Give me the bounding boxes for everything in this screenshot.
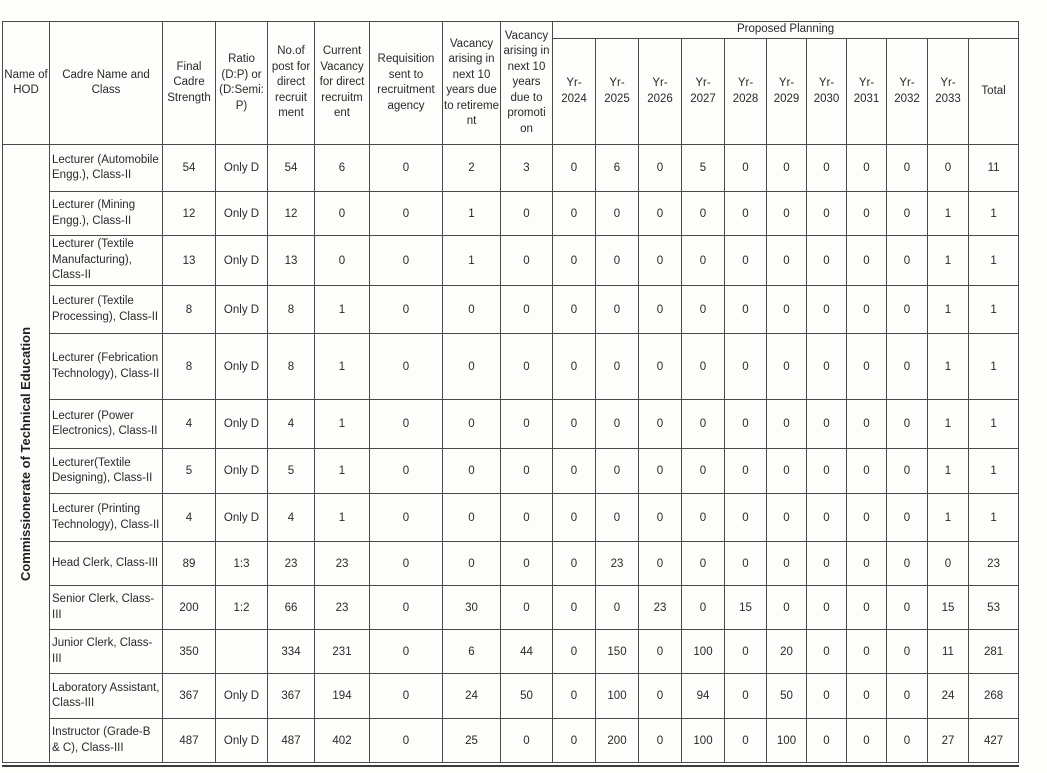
year-value-cell: 0 [887, 400, 928, 449]
promotion-vacancy-cell: 50 [501, 674, 553, 719]
requisition-cell: 0 [370, 145, 443, 192]
year-value-cell: 0 [553, 630, 596, 674]
total-cell: 11 [969, 145, 1019, 192]
year-value-cell: 23 [596, 542, 639, 586]
year-value-cell: 50 [767, 674, 807, 719]
table-row [3, 719, 1019, 763]
year-value-cell: 0 [767, 400, 807, 449]
total-cell: 1 [969, 286, 1019, 334]
year-value-cell: 1 [928, 286, 969, 334]
header-proposed-planning: Proposed Planning [553, 22, 1019, 39]
retirement-vacancy-cell: 2 [443, 145, 501, 192]
year-value-cell: 0 [847, 192, 887, 236]
year-value-cell: 0 [767, 586, 807, 630]
retirement-vacancy-cell: 0 [443, 286, 501, 334]
current-vacancy-cell: 0 [315, 236, 370, 286]
posts-cell: 12 [268, 192, 315, 236]
year-value-cell: 0 [847, 334, 887, 400]
final-cadre-cell: 200 [163, 586, 216, 630]
year-value-cell: 0 [682, 449, 725, 494]
requisition-cell: 0 [370, 449, 443, 494]
year-value-cell: 0 [596, 494, 639, 542]
final-cadre-cell: 4 [163, 494, 216, 542]
year-value-cell: 0 [847, 286, 887, 334]
year-value-cell: 0 [639, 334, 682, 400]
ratio-cell: Only D [216, 334, 268, 400]
current-vacancy-cell: 23 [315, 542, 370, 586]
header-ratio: Ratio (D:P) or (D:Semi: P) [216, 22, 268, 145]
cadre-cell: Junior Clerk, Class-III [50, 630, 163, 674]
year-value-cell: 0 [725, 630, 767, 674]
recruitment-planning-table [2, 21, 1019, 763]
year-value-cell: 100 [767, 719, 807, 763]
year-value-cell: 0 [682, 494, 725, 542]
table-row [3, 630, 1019, 674]
posts-cell: 4 [268, 400, 315, 449]
current-vacancy-cell: 0 [315, 192, 370, 236]
header-vacancy-promotion: Vacancy arising in next 10 years due to promoti on [501, 22, 553, 145]
year-value-cell: 0 [596, 449, 639, 494]
year-value-cell: 6 [596, 145, 639, 192]
year-value-cell: 0 [553, 542, 596, 586]
year-value-cell: 0 [807, 192, 847, 236]
year-value-cell: 0 [553, 586, 596, 630]
year-value-cell: 0 [682, 286, 725, 334]
total-cell: 1 [969, 334, 1019, 400]
current-vacancy-cell: 1 [315, 286, 370, 334]
year-value-cell: 0 [767, 449, 807, 494]
header-year: Yr- 2029 [767, 39, 807, 145]
year-value-cell: 0 [639, 192, 682, 236]
total-cell: 1 [969, 192, 1019, 236]
year-value-cell: 0 [847, 400, 887, 449]
year-value-cell: 0 [553, 145, 596, 192]
year-value-cell: 0 [807, 674, 847, 719]
year-value-cell: 0 [887, 236, 928, 286]
header-year: Yr- 2033 [928, 39, 969, 145]
final-cadre-cell: 487 [163, 719, 216, 763]
header-year: Yr- 2031 [847, 39, 887, 145]
year-value-cell: 0 [767, 542, 807, 586]
promotion-vacancy-cell: 0 [501, 542, 553, 586]
year-value-cell: 0 [887, 334, 928, 400]
year-value-cell: 5 [682, 145, 725, 192]
year-value-cell: 0 [928, 145, 969, 192]
ratio-cell: Only D [216, 145, 268, 192]
year-value-cell: 0 [887, 192, 928, 236]
year-value-cell: 0 [847, 719, 887, 763]
retirement-vacancy-cell: 0 [443, 334, 501, 400]
requisition-cell: 0 [370, 542, 443, 586]
bottom-rule [2, 765, 1019, 767]
promotion-vacancy-cell: 0 [501, 449, 553, 494]
year-value-cell: 0 [725, 449, 767, 494]
total-cell: 1 [969, 449, 1019, 494]
cadre-cell: Lecturer (Febrication Technology), Class-II [50, 334, 163, 400]
table-row [3, 334, 1019, 400]
year-value-cell: 0 [847, 236, 887, 286]
year-value-cell: 0 [553, 674, 596, 719]
year-value-cell: 0 [887, 542, 928, 586]
current-vacancy-cell: 1 [315, 449, 370, 494]
requisition-cell: 0 [370, 236, 443, 286]
year-value-cell: 0 [767, 334, 807, 400]
total-cell: 427 [969, 719, 1019, 763]
year-value-cell: 0 [639, 542, 682, 586]
cadre-cell: Lecturer(Textile Designing), Class-II [50, 449, 163, 494]
table-row [3, 586, 1019, 630]
year-value-cell: 0 [887, 494, 928, 542]
final-cadre-cell: 4 [163, 400, 216, 449]
table-row [3, 145, 1019, 192]
header-name-of-hod: Name of HOD [3, 22, 50, 145]
requisition-cell: 0 [370, 719, 443, 763]
retirement-vacancy-cell: 0 [443, 494, 501, 542]
year-value-cell: 0 [553, 719, 596, 763]
ratio-cell: Only D [216, 494, 268, 542]
total-cell: 268 [969, 674, 1019, 719]
year-value-cell: 0 [639, 400, 682, 449]
year-value-cell: 0 [553, 192, 596, 236]
ratio-cell: Only D [216, 674, 268, 719]
year-value-cell: 0 [725, 192, 767, 236]
year-value-cell: 0 [682, 542, 725, 586]
year-value-cell: 1 [928, 334, 969, 400]
header-current-vacancy: Current Vacancy for direct recruitm ent [315, 22, 370, 145]
header-final-cadre: Final Cadre Strength [163, 22, 216, 145]
total-cell: 23 [969, 542, 1019, 586]
year-value-cell: 200 [596, 719, 639, 763]
year-value-cell: 0 [639, 145, 682, 192]
ratio-cell: 1:3 [216, 542, 268, 586]
total-cell: 1 [969, 236, 1019, 286]
year-value-cell: 100 [682, 630, 725, 674]
promotion-vacancy-cell: 0 [501, 400, 553, 449]
ratio-cell: Only D [216, 400, 268, 449]
year-value-cell: 100 [682, 719, 725, 763]
cadre-cell: Instructor (Grade-B & C), Class-III [50, 719, 163, 763]
year-value-cell: 0 [639, 286, 682, 334]
requisition-cell: 0 [370, 334, 443, 400]
header-year: Yr- 2030 [807, 39, 847, 145]
table-row [3, 674, 1019, 719]
year-value-cell: 11 [928, 630, 969, 674]
year-value-cell: 0 [807, 494, 847, 542]
year-value-cell: 1 [928, 449, 969, 494]
requisition-cell: 0 [370, 630, 443, 674]
current-vacancy-cell: 23 [315, 586, 370, 630]
final-cadre-cell: 350 [163, 630, 216, 674]
cadre-cell: Head Clerk, Class-III [50, 542, 163, 586]
retirement-vacancy-cell: 1 [443, 192, 501, 236]
final-cadre-cell: 12 [163, 192, 216, 236]
year-value-cell: 0 [847, 542, 887, 586]
current-vacancy-cell: 1 [315, 400, 370, 449]
year-value-cell: 0 [682, 192, 725, 236]
posts-cell: 23 [268, 542, 315, 586]
year-value-cell: 0 [639, 719, 682, 763]
table-row [3, 494, 1019, 542]
total-cell: 1 [969, 400, 1019, 449]
year-value-cell: 94 [682, 674, 725, 719]
retirement-vacancy-cell: 0 [443, 400, 501, 449]
year-value-cell: 0 [596, 334, 639, 400]
retirement-vacancy-cell: 0 [443, 449, 501, 494]
header-total: Total [969, 39, 1019, 145]
table-body [3, 145, 1019, 763]
year-value-cell: 24 [928, 674, 969, 719]
requisition-cell: 0 [370, 400, 443, 449]
ratio-cell: 1:2 [216, 586, 268, 630]
promotion-vacancy-cell: 0 [501, 586, 553, 630]
year-value-cell: 0 [887, 586, 928, 630]
cadre-cell: Lecturer (Textile Processing), Class-II [50, 286, 163, 334]
year-value-cell: 0 [725, 334, 767, 400]
year-value-cell: 0 [553, 236, 596, 286]
cadre-cell: Lecturer (Printing Technology), Class-II [50, 494, 163, 542]
posts-cell: 54 [268, 145, 315, 192]
year-value-cell: 0 [639, 494, 682, 542]
year-value-cell: 0 [807, 286, 847, 334]
cadre-cell: Lecturer (Textile Manufacturing), Class-II [50, 236, 163, 286]
year-value-cell: 0 [807, 449, 847, 494]
year-value-cell: 0 [807, 586, 847, 630]
cadre-cell: Laboratory Assistant, Class-III [50, 674, 163, 719]
table-row [3, 449, 1019, 494]
year-value-cell: 0 [887, 719, 928, 763]
year-value-cell: 0 [639, 630, 682, 674]
year-value-cell: 0 [596, 286, 639, 334]
requisition-cell: 0 [370, 586, 443, 630]
year-value-cell: 0 [847, 145, 887, 192]
year-value-cell: 0 [639, 449, 682, 494]
posts-cell: 8 [268, 334, 315, 400]
year-value-cell: 1 [928, 400, 969, 449]
header-year: Yr- 2024 [553, 39, 596, 145]
table-row [3, 286, 1019, 334]
table-row [3, 542, 1019, 586]
header-cadre: Cadre Name and Class [50, 22, 163, 145]
year-value-cell: 0 [847, 449, 887, 494]
table-row [3, 400, 1019, 449]
current-vacancy-cell: 231 [315, 630, 370, 674]
ratio-cell: Only D [216, 719, 268, 763]
year-value-cell: 100 [596, 674, 639, 719]
final-cadre-cell: 54 [163, 145, 216, 192]
year-value-cell: 0 [887, 286, 928, 334]
year-value-cell: 0 [682, 334, 725, 400]
requisition-cell: 0 [370, 286, 443, 334]
year-value-cell: 0 [725, 236, 767, 286]
year-value-cell: 1 [928, 192, 969, 236]
ratio-cell: Only D [216, 236, 268, 286]
retirement-vacancy-cell: 1 [443, 236, 501, 286]
final-cadre-cell: 5 [163, 449, 216, 494]
promotion-vacancy-cell: 44 [501, 630, 553, 674]
header-requisition: Requisition sent to recruitment agency [370, 22, 443, 145]
cadre-cell: Lecturer (Power Electronics), Class-II [50, 400, 163, 449]
current-vacancy-cell: 194 [315, 674, 370, 719]
table-row [3, 236, 1019, 286]
posts-cell: 487 [268, 719, 315, 763]
year-value-cell: 0 [807, 400, 847, 449]
posts-cell: 367 [268, 674, 315, 719]
header-year: Yr- 2032 [887, 39, 928, 145]
retirement-vacancy-cell: 24 [443, 674, 501, 719]
posts-cell: 334 [268, 630, 315, 674]
promotion-vacancy-cell: 0 [501, 334, 553, 400]
year-value-cell: 0 [767, 145, 807, 192]
final-cadre-cell: 8 [163, 286, 216, 334]
current-vacancy-cell: 402 [315, 719, 370, 763]
final-cadre-cell: 89 [163, 542, 216, 586]
year-value-cell: 0 [553, 400, 596, 449]
current-vacancy-cell: 1 [315, 334, 370, 400]
year-value-cell: 0 [596, 400, 639, 449]
year-value-cell: 0 [596, 236, 639, 286]
header-year: Yr- 2026 [639, 39, 682, 145]
year-value-cell: 0 [887, 630, 928, 674]
year-value-cell: 0 [887, 674, 928, 719]
year-value-cell: 150 [596, 630, 639, 674]
cadre-cell: Lecturer (Automobile Engg.), Class-II [50, 145, 163, 192]
year-value-cell: 20 [767, 630, 807, 674]
year-value-cell: 0 [725, 674, 767, 719]
year-value-cell: 0 [847, 494, 887, 542]
requisition-cell: 0 [370, 674, 443, 719]
year-value-cell: 0 [887, 145, 928, 192]
year-value-cell: 0 [725, 400, 767, 449]
total-cell: 53 [969, 586, 1019, 630]
year-value-cell: 0 [767, 494, 807, 542]
year-value-cell: 0 [807, 542, 847, 586]
year-value-cell: 0 [553, 494, 596, 542]
year-value-cell: 1 [928, 236, 969, 286]
year-value-cell: 0 [807, 334, 847, 400]
year-value-cell: 0 [887, 449, 928, 494]
total-cell: 281 [969, 630, 1019, 674]
current-vacancy-cell: 1 [315, 494, 370, 542]
year-value-cell: 0 [553, 286, 596, 334]
requisition-cell: 0 [370, 192, 443, 236]
year-value-cell: 0 [725, 145, 767, 192]
header-no-of-post: No.of post for direct recruit ment [268, 22, 315, 145]
year-value-cell: 23 [639, 586, 682, 630]
promotion-vacancy-cell: 3 [501, 145, 553, 192]
header-year: Yr- 2027 [682, 39, 725, 145]
year-value-cell: 0 [847, 674, 887, 719]
year-value-cell: 0 [807, 719, 847, 763]
hod-cell [3, 145, 50, 763]
year-value-cell: 0 [847, 586, 887, 630]
year-value-cell: 0 [596, 192, 639, 236]
ratio-cell: Only D [216, 449, 268, 494]
requisition-cell: 0 [370, 494, 443, 542]
year-value-cell: 0 [928, 542, 969, 586]
year-value-cell: 0 [553, 449, 596, 494]
promotion-vacancy-cell: 0 [501, 719, 553, 763]
posts-cell: 66 [268, 586, 315, 630]
final-cadre-cell: 8 [163, 334, 216, 400]
year-value-cell: 0 [725, 542, 767, 586]
promotion-vacancy-cell: 0 [501, 286, 553, 334]
year-value-cell: 0 [682, 586, 725, 630]
year-value-cell: 0 [682, 236, 725, 286]
year-value-cell: 0 [639, 236, 682, 286]
year-value-cell: 1 [928, 494, 969, 542]
posts-cell: 5 [268, 449, 315, 494]
posts-cell: 4 [268, 494, 315, 542]
header-vacancy-retirement: Vacancy arising in next 10 years due to retireme nt [443, 22, 501, 145]
ratio-cell: Only D [216, 192, 268, 236]
year-value-cell: 0 [807, 630, 847, 674]
cadre-cell: Lecturer (Mining Engg.), Class-II [50, 192, 163, 236]
header-year: Yr- 2025 [596, 39, 639, 145]
hod-name: Commissionerate of Technical Education [18, 326, 33, 581]
year-value-cell: 0 [682, 400, 725, 449]
header-year: Yr- 2028 [725, 39, 767, 145]
year-value-cell: 0 [847, 630, 887, 674]
year-value-cell: 27 [928, 719, 969, 763]
posts-cell: 8 [268, 286, 315, 334]
year-value-cell: 15 [928, 586, 969, 630]
promotion-vacancy-cell: 0 [501, 192, 553, 236]
year-value-cell: 0 [553, 334, 596, 400]
table-row [3, 192, 1019, 236]
retirement-vacancy-cell: 0 [443, 542, 501, 586]
year-value-cell: 0 [639, 674, 682, 719]
retirement-vacancy-cell: 6 [443, 630, 501, 674]
ratio-cell: Only D [216, 286, 268, 334]
year-value-cell: 0 [767, 236, 807, 286]
ratio-cell [216, 630, 268, 674]
year-value-cell: 0 [767, 192, 807, 236]
year-value-cell: 0 [767, 286, 807, 334]
year-value-cell: 0 [725, 719, 767, 763]
cadre-cell: Senior Clerk, Class-III [50, 586, 163, 630]
year-value-cell: 0 [725, 494, 767, 542]
total-cell: 1 [969, 494, 1019, 542]
year-value-cell: 0 [725, 286, 767, 334]
current-vacancy-cell: 6 [315, 145, 370, 192]
retirement-vacancy-cell: 25 [443, 719, 501, 763]
year-value-cell: 0 [807, 236, 847, 286]
posts-cell: 13 [268, 236, 315, 286]
promotion-vacancy-cell: 0 [501, 236, 553, 286]
retirement-vacancy-cell: 30 [443, 586, 501, 630]
year-value-cell: 0 [807, 145, 847, 192]
year-value-cell: 15 [725, 586, 767, 630]
year-value-cell: 0 [596, 586, 639, 630]
final-cadre-cell: 367 [163, 674, 216, 719]
promotion-vacancy-cell: 0 [501, 494, 553, 542]
final-cadre-cell: 13 [163, 236, 216, 286]
